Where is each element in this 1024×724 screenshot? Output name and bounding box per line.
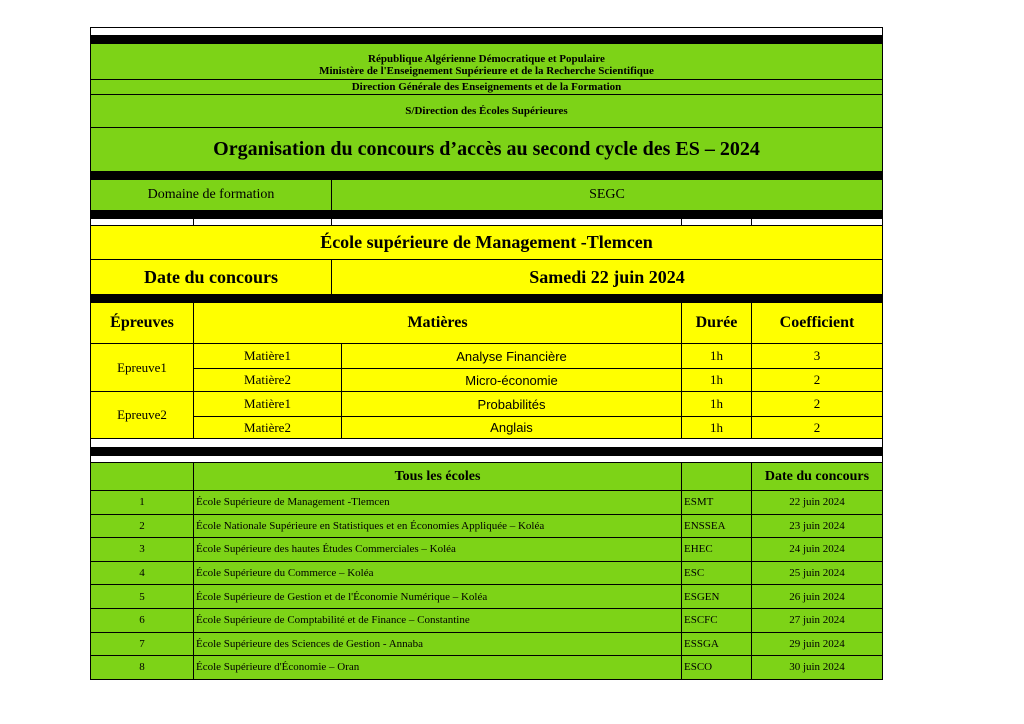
matiere-label: Matière1 (193, 392, 341, 416)
domain-row (90, 180, 883, 210)
spacer-row (90, 219, 883, 226)
school-date: 25 juin 2024 (751, 562, 882, 585)
school-name: École Supérieure de Management -Tlemcen (193, 491, 681, 514)
subject: Analyse Financière (341, 344, 681, 368)
date-label: Date du concours (144, 266, 278, 287)
col-coefficient: Coefficient (751, 303, 882, 343)
col-matieres: Matières (193, 303, 681, 343)
school-number: 7 (139, 637, 145, 650)
exam-name: Epreuve2 (117, 407, 167, 422)
school-name: École Nationale Supérieure en Statistiques et en Économies Appliquée – Koléa (193, 515, 681, 538)
school-name: École Supérieure d'Économie – Oran (193, 656, 681, 679)
date-value: Samedi 22 juin 2024 (331, 260, 882, 294)
school-date: 22 juin 2024 (751, 491, 882, 514)
document-sheet (90, 27, 883, 680)
duree: 1h (681, 368, 751, 392)
divider-bar (90, 210, 883, 219)
school-code: ESSGA (681, 633, 751, 656)
coefficient: 2 (751, 392, 882, 416)
title-row (90, 128, 883, 171)
spacer-row (90, 439, 883, 447)
domain-value: SEGC (331, 180, 882, 210)
school-name: École Supérieure des Sciences de Gestion - Annaba (193, 633, 681, 656)
school-number: 3 (139, 543, 145, 556)
header-line-4: S/Direction des Écoles Supérieures (405, 105, 568, 117)
school-date: 30 juin 2024 (751, 656, 882, 679)
spacer-row (90, 456, 883, 463)
school-code: ENSSEA (681, 515, 751, 538)
subject: Probabilités (341, 392, 681, 416)
school-number: 6 (139, 614, 145, 627)
col-date: Date du concours (751, 463, 882, 490)
col-duree: Durée (681, 303, 751, 343)
table-row (90, 562, 883, 586)
duree: 1h (681, 416, 751, 439)
header-block (90, 44, 883, 80)
header-row-4 (90, 95, 883, 128)
school-date-row (90, 260, 883, 294)
school-code: EHEC (681, 538, 751, 561)
school-name: École Supérieure de Comptabilité et de Finance – Constantine (193, 609, 681, 632)
divider-bar (90, 294, 883, 303)
school-name: École Supérieure des hautes Études Commerciales – Koléa (193, 538, 681, 561)
school-date: 26 juin 2024 (751, 585, 882, 608)
header-line-3: Direction Générale des Enseignements et de la Formation (351, 81, 622, 93)
school-code: ESC (681, 562, 751, 585)
domain-label: Domaine de formation (147, 187, 275, 202)
table-row (90, 633, 883, 657)
exams-header-row (90, 303, 883, 344)
page-title: Organisation du concours d’accès au second cycle des ES – 2024 (213, 138, 760, 160)
subject: Anglais (341, 416, 681, 439)
divider-bar (90, 447, 883, 456)
header-line-2: Ministère de l'Enseignement Supérieure et de la Recherche Scientifique (319, 65, 654, 77)
school-name: École supérieure de Management -Tlemcen (320, 232, 653, 252)
exam-name: Epreuve1 (117, 359, 167, 375)
school-name-row (90, 226, 883, 260)
divider-bar (90, 35, 883, 44)
exam-group (90, 392, 883, 439)
table-row (90, 585, 883, 609)
school-date: 23 juin 2024 (751, 515, 882, 538)
matiere-label: Matière2 (193, 416, 341, 439)
school-date: 27 juin 2024 (751, 609, 882, 632)
school-number: 4 (139, 567, 145, 580)
school-code: ESCFC (681, 609, 751, 632)
coefficient: 3 (751, 344, 882, 368)
school-name: École Supérieure du Commerce – Koléa (193, 562, 681, 585)
school-date: 29 juin 2024 (751, 633, 882, 656)
school-name: École Supérieure de Gestion et de l'Économie Numérique – Koléa (193, 585, 681, 608)
table-row (90, 491, 883, 515)
school-code: ESMT (681, 491, 751, 514)
table-row (90, 656, 883, 680)
header-row-3 (90, 80, 883, 95)
duree: 1h (681, 392, 751, 416)
coefficient: 2 (751, 368, 882, 392)
subject: Micro-économie (341, 368, 681, 392)
school-code: ESCO (681, 656, 751, 679)
matiere-label: Matière1 (193, 344, 341, 368)
divider-bar (90, 171, 883, 180)
school-number: 2 (139, 519, 145, 532)
table-row (90, 515, 883, 539)
school-number: 8 (139, 661, 145, 674)
school-number: 5 (139, 590, 145, 603)
schools-header-row (90, 463, 883, 491)
school-code: ESGEN (681, 585, 751, 608)
schools-table-body (90, 491, 883, 680)
school-number: 1 (139, 496, 145, 509)
col-all-schools: Tous les écoles (193, 463, 681, 490)
school-date: 24 juin 2024 (751, 538, 882, 561)
matiere-label: Matière2 (193, 368, 341, 392)
header-line-1: République Algérienne Démocratique et Populaire (368, 53, 605, 65)
duree: 1h (681, 344, 751, 368)
top-spacer (90, 27, 883, 35)
table-row (90, 538, 883, 562)
coefficient: 2 (751, 416, 882, 439)
exam-group (90, 344, 883, 392)
table-row (90, 609, 883, 633)
col-epreuves: Épreuves (110, 314, 174, 331)
